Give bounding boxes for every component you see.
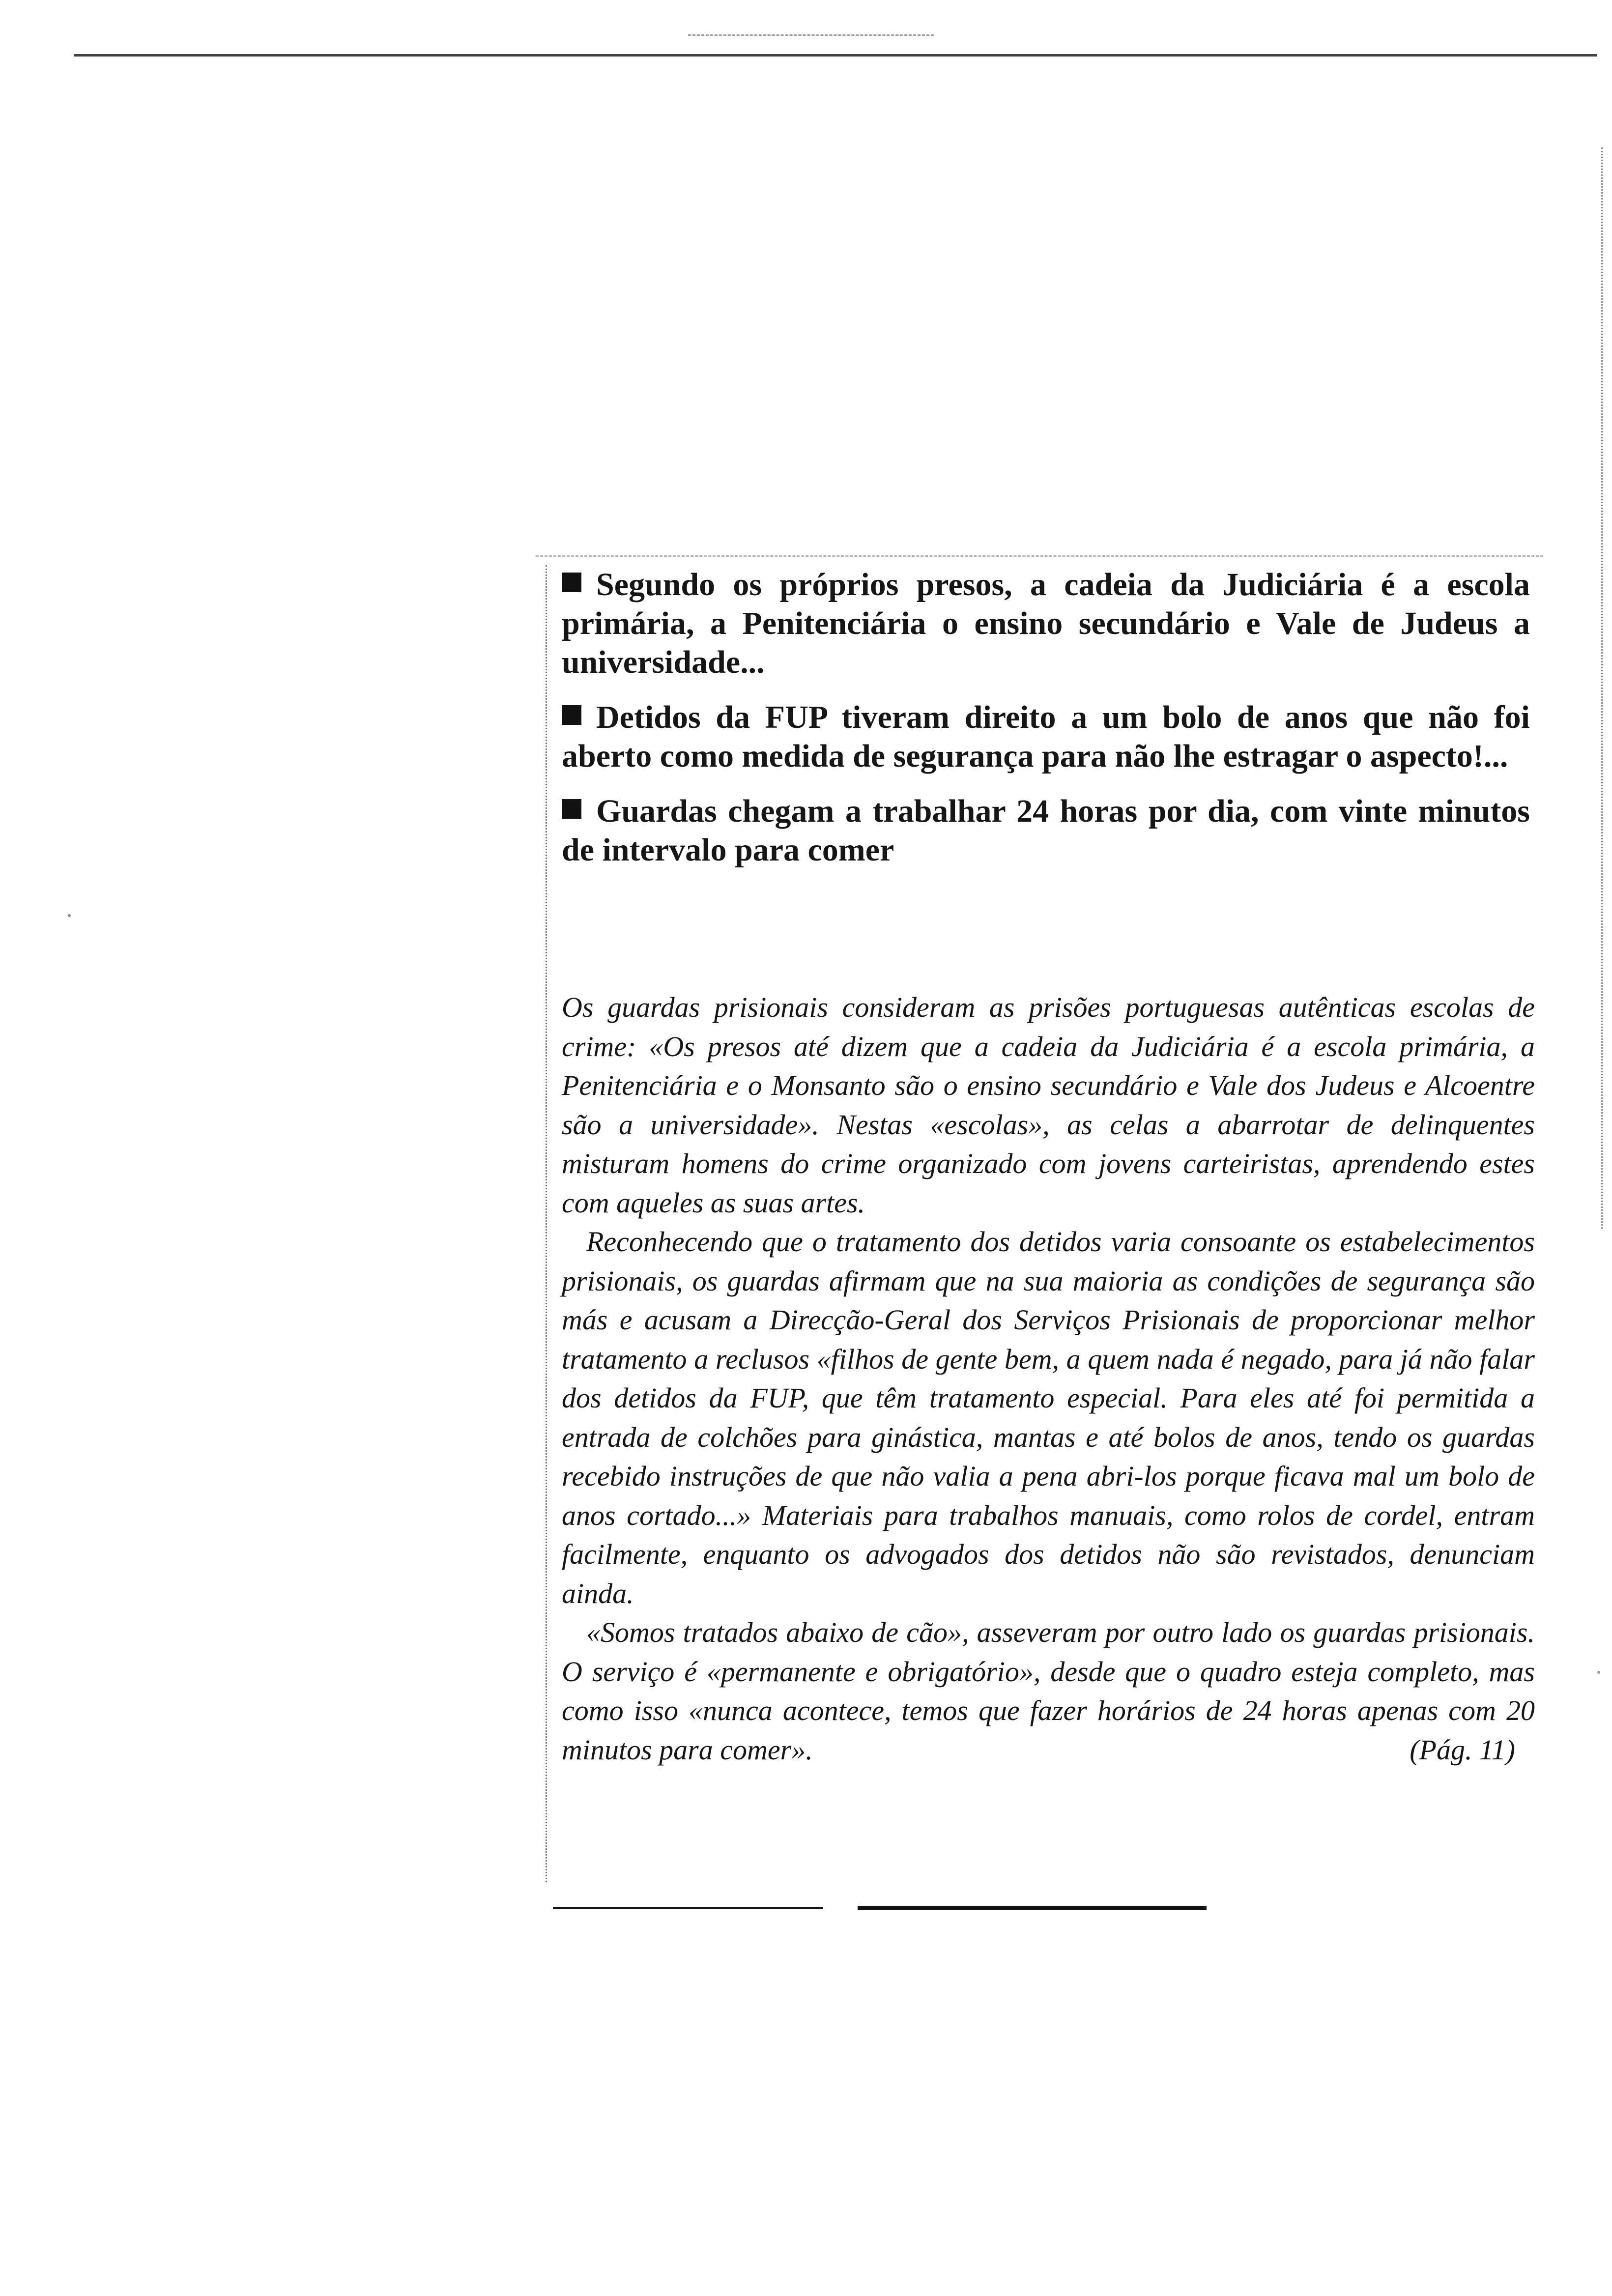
- page-reference: (Pág. 11): [1410, 1733, 1515, 1766]
- bullet-item: [562, 698, 1530, 775]
- article-paragraph: [562, 1613, 1535, 1769]
- footer-rule-right: [858, 1906, 1207, 1910]
- bullet-text: Detidos da FUP tiveram direito a um bolo de anos que não foi aberto como medida de segurança para não lhe estragar o aspecto!...: [562, 699, 1530, 774]
- headline-bullets: [562, 565, 1530, 886]
- article-paragraph: Os guardas prisionais consideram as prisões portuguesas autênticas escolas de crime: «Os presos até dizem que a cadeia da Judiciária é a escola primária, a Penitenciária e o Monsanto são o ensino secundário e Vale dos Judeus e Alcoentre são a universidade». Nestas «escolas», as celas a abarrotar de delinquentes misturam homens do crime organizado com jovens carteiristas, aprendendo estes com aqueles as suas artes.: [562, 991, 1535, 1219]
- bullet-item: [562, 792, 1530, 869]
- scan-speck: [68, 914, 71, 917]
- scan-noise-right-edge: [1601, 147, 1605, 1229]
- scan-noise-top-dashes: [688, 34, 934, 38]
- newspaper-clipping: [546, 565, 1540, 1882]
- article-body: [562, 988, 1535, 1769]
- clipping-top-edge: [536, 555, 1543, 559]
- bullet-text: Guardas chegam a trabalhar 24 horas por dia, com vinte minutos de intervalo para comer: [562, 793, 1530, 868]
- scan-speck: [1597, 1671, 1600, 1674]
- scan-noise-top: [74, 54, 1597, 60]
- article-paragraph: Reconhecendo que o tratamento dos detidos varia consoante os estabelecimentos prisionais, os guardas afirmam que na sua maioria as condições de segurança são más e acusam a Direcção-Geral dos Serviços Prisionais de proporcionar melhor tratamento a reclusos «filhos de gente bem, a quem nada é negado, para já não falar dos detidos da FUP, que têm tratamento especial. Para eles até foi permitida a entrada de colchões para ginástica, mantas e até bolos de anos, tendo os guardas recebido instruções de que não valia a pena abri-los porque ficava mal um bolo de anos cortado...» Materiais para trabalhos manuais, como rolos de cordel, entram facilmente, enquanto os advogados dos detidos não são revistados, denunciam ainda.: [562, 1226, 1535, 1609]
- bullet-square-icon: [562, 573, 581, 592]
- footer-rule-left: [553, 1907, 823, 1909]
- bullet-item: [562, 565, 1530, 682]
- article-paragraph-text: «Somos tratados abaixo de cão», asseveram por outro lado os guardas prisionais. O serviço é «permanente e obrigatório», desde que o quadro esteja completo, mas como isso «nunca acontece, temos que fazer horários de 24 horas apenas com 20 minutos para comer».: [562, 1616, 1535, 1766]
- bullet-text: Segundo os próprios presos, a cadeia da Judiciária é a escola primária, a Penitenciária o ensino secundário e Vale de Judeus a universidade...: [562, 567, 1530, 680]
- bullet-square-icon: [562, 799, 581, 819]
- bullet-square-icon: [562, 705, 581, 725]
